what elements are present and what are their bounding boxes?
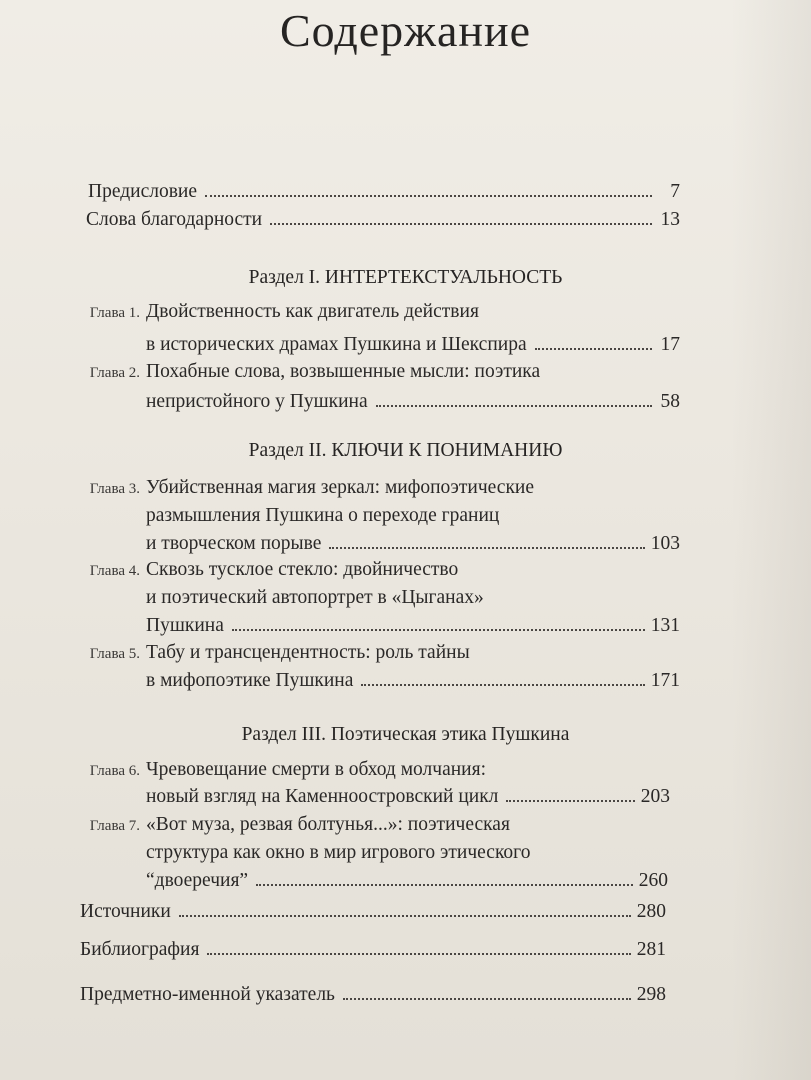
chapter-label: Глава 3.: [89, 481, 140, 497]
chapter-title-line: Чревовещание смерти в обход молчания:: [146, 759, 486, 780]
toc-chapter-4: [78, 560, 458, 580]
chapter-label: Глава 6.: [89, 763, 140, 779]
page-number: 260: [638, 870, 668, 891]
page-number: 58: [660, 391, 680, 412]
toc-entry-text: Предисловие: [88, 181, 198, 202]
toc-entry-text: Библиография: [80, 939, 200, 960]
chapter-title-line: “двоеречия”: [146, 870, 249, 891]
dot-leader: [256, 883, 633, 886]
page-number: 7: [670, 181, 680, 202]
page-number: 171: [650, 670, 680, 691]
dot-leader: [207, 952, 630, 955]
toc-chapter-2: [78, 362, 540, 382]
toc-chapter-2-cont: [146, 392, 680, 412]
chapter-label: Глава 1.: [89, 305, 140, 321]
toc-chapter-7-cont: [146, 871, 668, 891]
section-heading: Раздел I. ИНТЕРТЕКСТУАЛЬНОСТЬ: [248, 267, 563, 288]
toc-entry-thanks: [86, 210, 680, 230]
dot-leader: [376, 404, 652, 407]
dot-leader: [179, 914, 631, 917]
chapter-label: Глава 4.: [89, 563, 140, 579]
toc-chapter-6-cont: [146, 787, 670, 807]
chapter-title-line: в исторических драмах Пушкина и Шекспира: [146, 334, 527, 355]
page-number: 13: [660, 209, 680, 230]
chapter-title-line: Убийственная магия зеркал: мифопоэтические: [146, 477, 535, 498]
toc-chapter-1: [78, 302, 479, 322]
toc-chapter-7: [78, 815, 510, 835]
toc-entry-preface: [88, 182, 680, 202]
page-number: 281: [636, 939, 666, 960]
toc-chapter-3-cont: [146, 534, 680, 554]
page-number: 203: [640, 786, 670, 807]
toc-entry-sources: [80, 902, 666, 922]
toc-entry-text: Источники: [80, 901, 171, 922]
page-number: 17: [660, 334, 680, 355]
toc-chapter-4-line2: [146, 588, 484, 608]
chapter-title-line: Похабные слова, возвышенные мысли: поэтика: [146, 361, 541, 382]
chapter-title-line: структура как окно в мир игрового этического: [146, 842, 531, 863]
chapter-title-line: Пушкина: [146, 615, 224, 636]
chapter-title-line: Двойственность как двигатель действия: [146, 301, 479, 322]
section-heading: Раздел III. Поэтическая этика Пушкина: [241, 724, 570, 745]
page-number: 131: [650, 615, 680, 636]
chapter-title-line: в мифопоэтике Пушкина: [146, 670, 354, 691]
chapter-title-line: непристойного у Пушкина: [146, 391, 368, 412]
page-number: 298: [636, 984, 666, 1005]
toc-entry-text: Слова благодарности: [86, 209, 263, 230]
dot-leader: [343, 997, 631, 1000]
chapter-title-line: Табу и трансцендентность: роль тайны: [146, 642, 470, 663]
page-title: Содержание: [279, 5, 532, 56]
chapter-title-line: и творческом порыве: [146, 533, 322, 554]
toc-chapter-3-line2: [146, 506, 499, 526]
chapter-title-line: размышления Пушкина о переходе границ: [146, 505, 500, 526]
dot-leader: [506, 799, 634, 802]
chapter-title-line: «Вот муза, резвая болтунья...»: поэтическая: [146, 814, 510, 835]
toc-chapter-5: [78, 643, 470, 663]
page-number: 103: [650, 533, 680, 554]
page-number: 280: [636, 901, 666, 922]
chapter-label: Глава 2.: [89, 365, 140, 381]
toc-chapter-4-cont: [146, 616, 680, 636]
chapter-label: Глава 5.: [89, 646, 140, 662]
chapter-title-line: новый взгляд на Каменноостровский цикл: [146, 786, 499, 807]
dot-leader: [329, 546, 644, 549]
toc-entry-bibliography: [80, 940, 666, 960]
dot-leader: [232, 628, 645, 631]
section-heading: Раздел II. КЛЮЧИ К ПОНИМАНИЮ: [248, 440, 563, 461]
toc-chapter-1-cont: [146, 335, 680, 355]
dot-leader: [270, 222, 652, 225]
toc-entry-index: [80, 985, 666, 1005]
toc-chapter-3: [78, 478, 534, 498]
toc-chapter-5-cont: [146, 671, 680, 691]
toc-chapter-6: [78, 760, 486, 780]
toc-entry-text: Предметно-именной указатель: [80, 984, 335, 1005]
chapter-title-line: и поэтический автопортрет в «Цыганах»: [146, 587, 484, 608]
dot-leader: [361, 683, 644, 686]
dot-leader: [535, 347, 652, 350]
chapter-title-line: Сквозь тусклое стекло: двойничество: [146, 559, 459, 580]
chapter-label: Глава 7.: [89, 818, 140, 834]
dot-leader: [205, 194, 652, 197]
toc-chapter-7-line2: [146, 843, 530, 863]
